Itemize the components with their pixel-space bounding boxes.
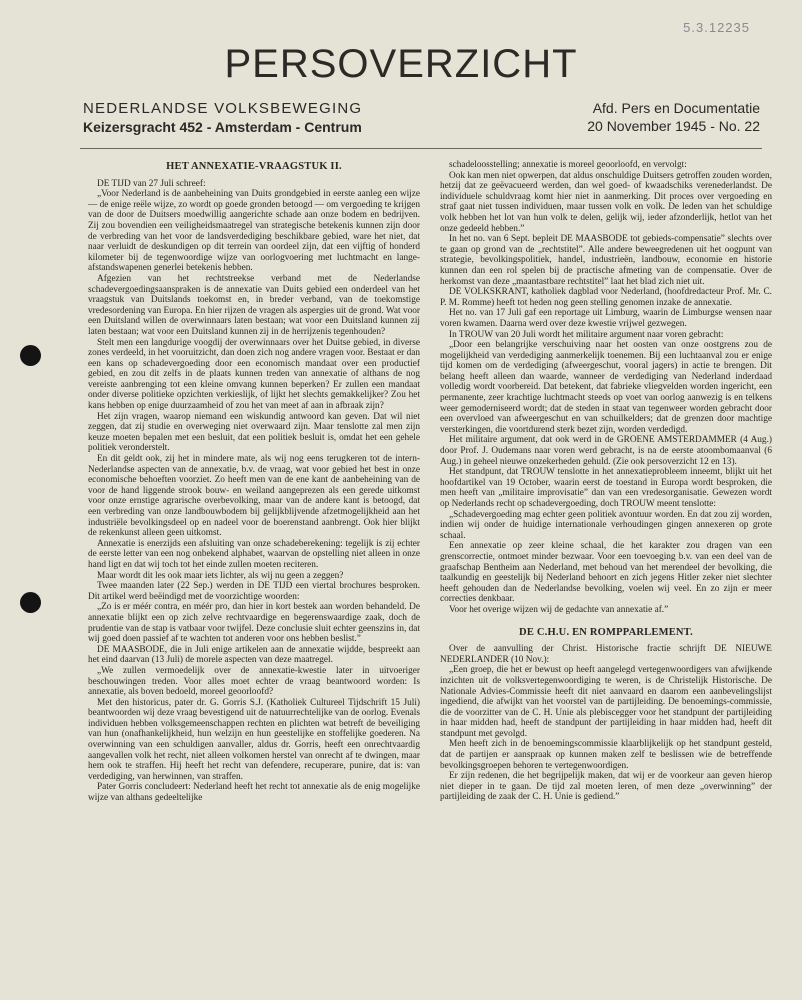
department-name: Afd. Pers en Documentatie xyxy=(592,100,760,116)
paragraph: Stelt men een langdurige voogdij der overwinnaars over het Duitse gebied, in diverse zones verdeeld, in het vooruitzicht, dan doen zich nog andere vragen voor. Bestaat er dan een kans op schadevergoeding door een economisch mandaat over een productief gebied, en zou dit zelfs in de plaats kunnen treden van annexatie of althans de nog vereiste aanbrenging tot een kleine omvang kunnen beperken? Er zullen een mandaat onder diverse politieke opzichten verkieslijk, of lijkt het slechts gemakkelijker? Zou het kans hebben op enige duurzaamheid of zou het van meet af aan in afbraak zijn? xyxy=(88,337,420,412)
punch-hole-top xyxy=(20,345,41,366)
paragraph: In TROUW van 20 Juli wordt het militaire argument naar voren gebracht: xyxy=(449,329,724,340)
paragraph: Een annexatie op zeer kleine schaal, die het karakter zou dragen van een grenscorrectie, ontmoet minder bezwaar. Voor een toevoeging b.v. van een deel van de graafschap Bentheim aan Nederland, met behoud van het merendeel der bevolking, die taalkundig en geestelijk bij Nederland behoort en zich jegens Hitler zeker niet slechter heeft gehouden dan de Nederlandse bevolking, voelen wij veel. En zo zijn er meer correcties denkbaar. xyxy=(440,541,772,605)
paragraph: „Schadevergoeding mag echter geen politiek avontuur worden. En dat zou zij worden, indien wij onder de huidige internationale verhoudingen gingen annexeren op grote schaal. xyxy=(440,509,772,541)
paragraph: DE VOLKSKRANT, katholiek dagblad voor Nederland, (hoofdredacteur Prof. Mr. C. P. M. Romme) heeft tot heden nog geen stelling genomen inzake de annexatie. xyxy=(440,287,772,308)
paragraph: Het standpunt, dat TROUW tenslotte in het annexatieprobleem inneemt, blijkt uit het hoofdartikel van 19 October, waarin eerst de toestand in Europa wordt besproken, die men heeft van „militaire improvisatie” dan van een vredesorganisatie. Gewezen wordt op Nederlands recht op schadevergoeding, doch TROUW meent tenslotte: xyxy=(440,467,772,509)
paragraph: Over de aanvulling der Christ. Historische fractie schrijft DE NIEUWE NEDERLANDER (10 Nov.): xyxy=(440,644,772,665)
masthead-title: PERSOVERZICHT xyxy=(224,42,578,86)
paragraph: Het militaire argument, dat ook werd in de GROENE AMSTERDAMMER (4 Aug.) door Prof. J. Oudemans naar voren werd gebracht, is na de eerste atoombomaanval (6 Aug.) in geheel nieuwe onzekerheden gehuld. (Zie ook persoverzicht 12 en 13). xyxy=(440,435,772,467)
organization-address: Keizersgracht 452 - Amsterdam - Centrum xyxy=(83,119,362,135)
section-heading-annexatie: HET ANNEXATIE-VRAAGSTUK II. xyxy=(166,161,342,172)
paragraph: Met den historicus, pater dr. G. Gorris S.J. (Katholiek Cultureel Tijdschrift 15 Juli) beantwoorden wij deze vraag bevestigend uit de natuurrechtelijke van de oorlog. Evenals individuen hebben volksgemeenschappen rechten en plichten wat betreft de beveiliging van hun (onafhankelijkheid, hun welzijn en hun geestelijke en stoffelijke goederen. Na overwinning van een schuldigen aanvaller, aldus dr. Gorris, heeft een onrechtvaardig aangevallen volk het recht, niet alleen volkomen herstel van onrecht af te dwingen, maar hem ook te straffen. Hij heeft het recht van defendere, recuperare, punire, dat is: van verdediging, van herwinnen, van straffen. xyxy=(88,697,420,782)
paragraph: Annexatie is enerzijds een afsluiting van onze schadeberekening: tegelijk is zij echter de eerste letter van een nog onbekend alphabet, waarvan de opstelling niet alleen in onze hand ligt en dat wij toch tot het einde zullen moeten reciteren. xyxy=(88,538,420,570)
paragraph: „Door een belangrijke verschuiving naar het oosten van onze oostgrens zou de mogelijkheid van verdediging aanmerkelijk toenemen. Bij een luchtaanval zou er enige tijd komen om de verdediging (afweergeschut, vooral jagers) in actie te brengen. Dit belang heeft alleen dan waarde, wanneer de verdediging van Nederland inderdaad volledig wordt voorbereid. Dat betekent, dat fabrieke vliegvelden worden ingericht, een permanente, zeer krachtige luchtmacht steeds op voet van oorlog aanwezig is en telkens weer gemoderniseerd wordt; dat de steden in staat van tegenweer worden gebracht door een overvloed van afweergeschut en van schuilkelders; dat de grenzen door machtige versterkingen, die voortdurend sterk bezet zijn, worden verdedigd. xyxy=(440,340,772,435)
paragraph: „Zo is er méér contra, en méér pro, dan hier in kort bestek aan worden behandeld. De annexatie blijkt een op zich zelve rechtvaardige en begerenswaardige zaak, doch de prudentie van de stap is vatbaar voor twijfel. Deze conclusie sluit echter geenszins in, dat wij goed doen passief af te wachten tot anderen voor ons hebben beslist.” xyxy=(88,602,420,645)
paragraph: In het no. van 6 Sept. bepleit DE MAASBODE tot gebieds-compensatie” slechts over te gaan op grond van de „rechtstitel”. Alle andere beweegredenen uit het oogpunt van strategie, bevolkingspolitiek, handel, industrieën, landbouw, economie en historie kunnen dan een rol spelen bij de practische afmeting van de compensatie. Over de herkomst van deze „maantastbare rechtstitel” laat het blad zich niet uit. xyxy=(440,234,772,287)
issue-block xyxy=(587,100,760,134)
left-column xyxy=(88,160,420,970)
section-heading-chu: DE C.H.U. EN ROMPPARLEMENT. xyxy=(519,626,693,638)
left-column-body xyxy=(88,179,420,804)
paragraph: Twee maanden later (22 Sep.) werden in DE TIJD een viertal brochures besproken. Dit artikel werd beëindigd met de voorzichtige woorden: xyxy=(88,581,420,602)
paragraph: Ook kan men niet opwerpen, dat aldus onschuldige Duitsers getroffen zouden worden, hetzij dat ze geëvacueerd werden, dan wel goed- of kwaadschiks verenederlandst. De individuele schuldvraag komt hier niet in aanmerking. Dit proces over vergoeding en straf gaat niet tussen individuen, maar tussen volk en volk. De leden van het schuldige volk hebben het lot van hun volk te delen, gelijk wij, ieder afzonderlijk, hetlot van het onze gedeeld hebben.” xyxy=(440,170,772,234)
paragraph: Het zijn vragen, waarop niemand een wiskundig antwoord kan geven. Dat wil niet zeggen, dat zij studie en overweging niet overwaard zijn. Maar tenslotte zal men zijn keuze moeten bepalen met een besluit, dat een politiek besluit is, omdat het een gehele politiek veronderstelt. xyxy=(88,411,420,454)
archive-stamp: 5.3.12235 xyxy=(683,20,750,35)
paragraph: „We zullen vermoedelijk over de annexatie-kwestie later in uitvoeriger beschouwingen treden. Voor alles moet echter de vraag beantwoord worden: Is annexatie, als boven bedoeld, moreel geoorloofd? xyxy=(88,665,420,698)
publisher-block xyxy=(83,100,362,135)
issue-date-number: 20 November 1945 - No. 22 xyxy=(587,118,760,134)
right-column xyxy=(440,160,772,970)
paragraph: Voor het overige wijzen wij de gedachte van annexatie af.” xyxy=(449,604,669,615)
header-divider xyxy=(80,148,762,149)
right-column-body xyxy=(440,160,772,616)
paragraph: Maar wordt dit les ook maar iets lichter, als wij nu geen a zeggen? xyxy=(97,570,344,581)
paragraph: „Voor Nederland is de aanbeheining van Duits grondgebied in eerste aanleg een wijze — de enige reële wijze, zo wordt op goede gronden betoogd — om vergoeding te krijgen van de door de Duitsers moedwillig aangerichte schade aan onze bodem en bedrijven. Zij zou bovendien een veiligheidsmaatregel van strategische betekenis kunnen zijn door de verbreding van het voor de landsverdediging beschikbare gebied, ware het niet, dat naar verluidt de deskundigen op dit terrein van oordeel zijn, dat een vijftig of honderd kilometer bij de tegenwoordige wijze van oorlogvoering met luchtmacht en lange-afstandswapenen generlei betekenis hebben. xyxy=(88,189,420,274)
paragraph: DE TIJD van 27 Juli schreef: xyxy=(97,178,206,189)
paragraph: Pater Gorris concludeert: Nederland heeft het recht tot annexatie als de enig mogelijke wijze van althans gedeeltelijke xyxy=(88,782,420,804)
paragraph: En dit geldt ook, zij het in mindere mate, als wij nog eens terugkeren tot de intern-Nederlandse aspecten van de annexatie, b.v. de vraag, wat voor gebied het best in onze economische behoeften voorziet. Zo heeft men van de ene kant de aanbeheining van de voor de hand liggende strook bouw- en weiland aangeprezen als een gerede uitkomst voor onze ernstige agrarische overbevolking, maar van de andere kant is betoogd, dat een verbreding van onze landbouwbodem bij gelijkblijvende afzetmogelijkheid aan het industriële bevolkingsdeel op en nadeel voor de boerenstand aanbrengt. Ook hier blijkt de rekenkunst alleen geen uitkomst. xyxy=(88,454,420,539)
punch-hole-bottom xyxy=(20,592,41,613)
paragraph: „Een groep, die het er bewust op heeft aangelegd vertegenwoordigers van afwijkende inzichten uit de volksvertegenwoordiging te weren, is de Christelijk Historische. De Nationale Advies-Commissie heeft dit niet aanvaard en daarom een aanbevelingslijst ingediend, die afwijkt van het voorstel van de partijleiding. De benoemings-commissie, die de voorzitter van de C. H. Unie als plebiscegger voor het standpunt der partijleiding in haar midden had, heeft de standpunt der partijleiding in haar midden had, heeft dit standpunt met gevolgd. xyxy=(440,665,772,739)
paragraph: DE MAASBODE, die in Juli enige artikelen aan de annexatie wijdde, bespreekt aan het eind daarvan (13 Juli) de morele aspecten van deze maatregel. xyxy=(88,644,420,666)
paragraph: Afgezien van het rechtstreekse verband met de Nederlandse schadevergoedingsaanspraken is de annexatie van Duits gebied een onderdeel van het vraagstuk van Duitslands toekomst en, in breder verband, van de toekomstige vredesordening van Europa. En hier rijzen de vragen als aspergies uit de grond. Wat voor een Duitsland willen de overwinnaars laten bestaan; wat voor een Duitsland kunnen zij laten bestaan; wat voor een Duitsland kunnen zij in de herrijzenis tegenhouden? xyxy=(88,273,420,337)
paragraph: schadeloosstelling; annexatie is moreel geoorloofd, en vervolgt: xyxy=(449,160,687,170)
right-column-body-2 xyxy=(440,644,772,803)
paragraph: Men heeft zich in de benoemingscommissie klaarblijkelijk op het standpunt gesteld, dat de partijen er aanspraak op kunnen maken zelf te beslissen wie de betreffende bevolkingsgroepen behoren te vertegenwoordigen. xyxy=(440,739,772,771)
organization-name: NEDERLANDSE VOLKSBEWEGING xyxy=(83,100,363,117)
paragraph: Er zijn redenen, die het begrijpelijk maken, dat wij er de voorkeur aan geven hierop niet dieper in te gaan. De tijd zal moeten leren, of men deze „overwinning” der partijleiding de zaak der C. H. Unie is gediend.” xyxy=(440,771,772,803)
paragraph: Het no. van 17 Juli gaf een reportage uit Limburg, waarin de Limburgse wensen naar voren kwamen. Daarna werd over deze kwestie vrijwel gezwegen. xyxy=(440,308,772,329)
